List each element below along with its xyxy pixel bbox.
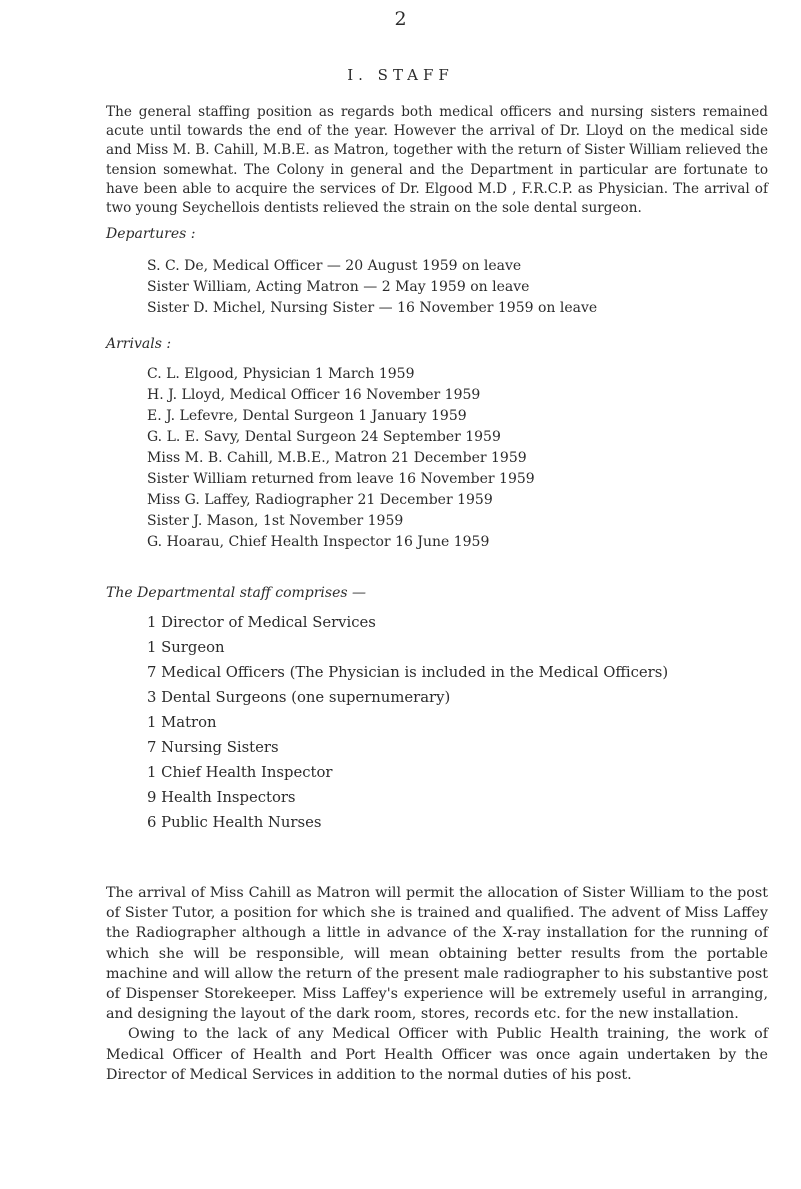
departures-list	[147, 258, 597, 321]
departures-heading: Departures :	[106, 226, 196, 242]
arrival-item: G. Hoarau, Chief Health Inspector 16 June 1959	[147, 534, 490, 550]
departure-item: Sister D. Michel, Nursing Sister — 16 November 1959 on leave	[147, 300, 598, 316]
departure-item: Sister William, Acting Matron — 2 May 1959 on leave	[147, 279, 530, 295]
page-number: 2	[394, 8, 407, 30]
staff-item: 9 Health Inspectors	[147, 789, 296, 806]
departure-item: S. C. De, Medical Officer — 20 August 1959 on leave	[147, 258, 522, 274]
staff-item: 1 Matron	[147, 714, 217, 731]
staff-item: 7 Nursing Sisters	[147, 739, 279, 756]
section-title: I. STAFF	[347, 66, 454, 84]
arrival-item: E. J. Lefevre, Dental Surgeon 1 January 1959	[147, 408, 467, 424]
staff-item: 6 Public Health Nurses	[147, 814, 322, 831]
intro-paragraph: The general staffing position as regards both medical officers and nursing sisters remained acute until towards the end of the year. However the arrival of Dr. Lloyd on the medical side and Miss M. B. Cahill, M.B.E. as Matron, together with the return of Sister William relieved the tension somewhat. The Colony in general and the Department in particular are fortunate to have been able to acquire the services of Dr. Elgood M.D , F.R.C.P. as Physician. The arrival of two young Seychellois dentists relieved the strain on the sole dental surgeon.	[106, 104, 768, 217]
staff-item: 1 Chief Health Inspector	[147, 764, 333, 781]
staff-item: 1 Director of Medical Services	[147, 614, 376, 631]
staff-item: 1 Surgeon	[147, 639, 225, 656]
arrivals-heading: Arrivals :	[106, 336, 172, 352]
arrival-item: C. L. Elgood, Physician 1 March 1959	[147, 366, 415, 382]
arrival-item: Sister J. Mason, 1st November 1959	[147, 513, 404, 529]
arrival-item: Miss G. Laffey, Radiographer 21 December 1959	[147, 492, 493, 508]
closing-paragraph: Owing to the lack of any Medical Officer with Public Health training, the work of Medical Officer of Health and Port Health Officer was once again undertaken by the Director of Medical Services in addition to the normal duties of his post.	[106, 1026, 768, 1083]
arrival-item: Sister William returned from leave 16 November 1959	[147, 471, 535, 487]
arrivals-list	[147, 366, 535, 555]
staff-item: 7 Medical Officers (The Physician is included in the Medical Officers)	[147, 664, 669, 681]
departmental-staff-heading: The Departmental staff comprises —	[106, 585, 367, 601]
closing-section	[106, 883, 768, 1085]
arrival-item: Miss M. B. Cahill, M.B.E., Matron 21 December 1959	[147, 450, 527, 466]
departmental-staff-list	[147, 614, 668, 839]
arrival-item: H. J. Lloyd, Medical Officer 16 November 1959	[147, 387, 481, 403]
arrival-item: G. L. E. Savy, Dental Surgeon 24 September 1959	[147, 429, 501, 445]
staff-item: 3 Dental Surgeons (one supernumerary)	[147, 689, 451, 706]
closing-paragraph: The arrival of Miss Cahill as Matron will permit the allocation of Sister William to the post of Sister Tutor, a position for which she is trained and qualified. The advent of Miss Laffey the Radiographer although a little in advance of the X-ray installation for the running of which she will be responsible, will mean obtaining better results from the portable machine and will allow the return of the present male radiographer to his substantive post of Dispenser Storekeeper. Miss Laffey's experience will be extremely useful in arranging, and designing the layout of the dark room, stores, records etc. for the new installation.	[106, 885, 768, 1023]
